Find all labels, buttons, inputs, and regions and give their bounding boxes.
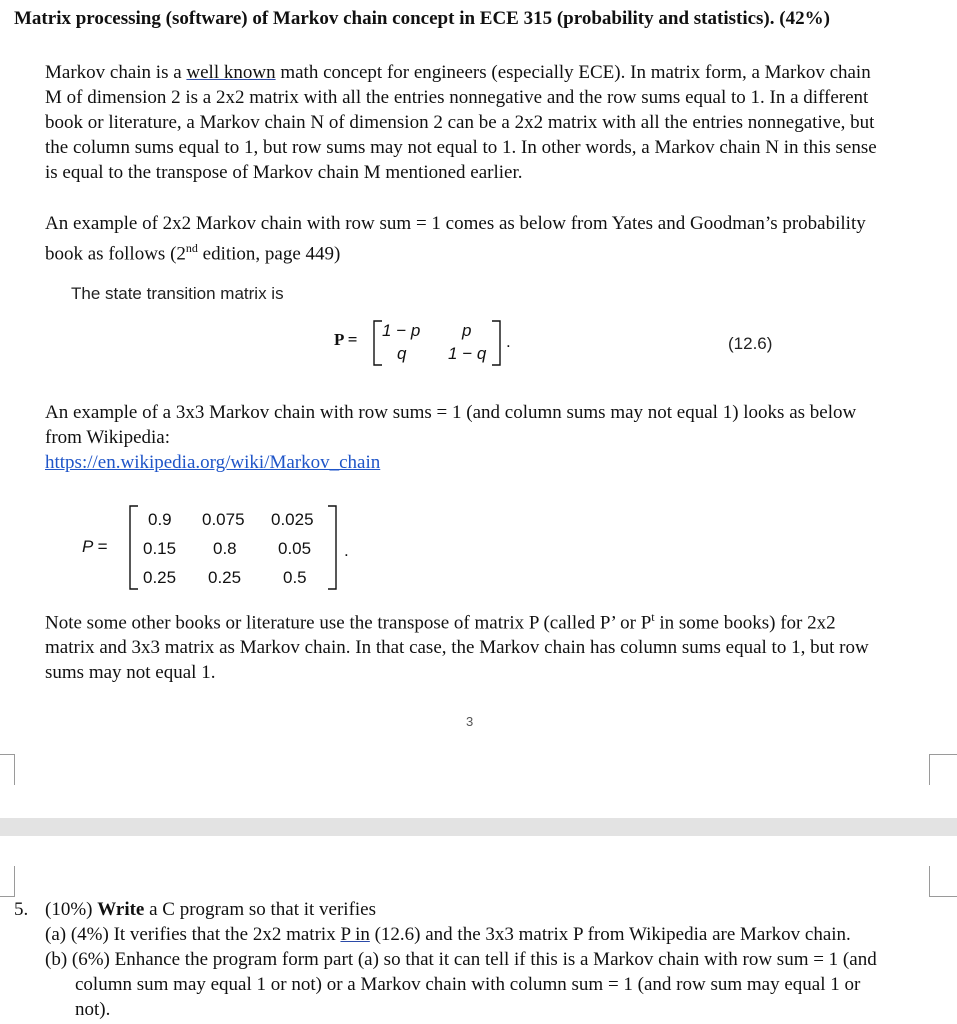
underlined-phrase: well known [186,62,276,83]
text-line: Note some other books or literature use the transpose of matrix P (called P’ or $P^t$ in some books) for 2x2 [45,610,836,634]
text-line: M of dimension 2 is a 2x2 matrix with all the entries nonnegative and the row sums equal to 1. In a different [45,87,869,108]
question-part-b-cont: not). [75,999,111,1020]
question-part-a: (a) (4%) It verifies that the 2x2 matrix P in (12.6) and the 3x3 matrix P from Wikipedia are Markov chain. [45,924,851,945]
question-5 [14,897,939,1022]
matrix-3x3 [82,503,362,593]
wikipedia-link[interactable]: https://en.wikipedia.org/wiki/Markov_chain [45,452,381,473]
matrix-cell: 0.075 [202,510,245,529]
matrix-cell: 0.8 [213,539,237,558]
text-line: book or literature, a Markov chain N of dimension 2 can be a 2x2 matrix with all the entries nonnegative, but [45,112,875,133]
right-bracket [326,503,340,593]
page-corner-mark [929,754,957,785]
right-bracket [490,318,504,368]
matrix-cell: 0.5 [283,568,307,587]
matrix-2x2 [330,318,520,368]
page-break-gap [0,818,957,836]
text-line: from Wikipedia: [45,427,170,448]
text-line: the column sums equal to 1, but row sums may not equal to 1. In other words, a Markov chain N in this sense [45,137,877,158]
matrix-cell: 0.05 [278,539,312,558]
text-line: sums may not equal 1. [45,662,216,684]
matrix-lhs: P = [334,330,358,349]
text-line: matrix and 3x3 matrix as Markov chain. In that case, the Markov chain has column sums equal to 1, but row [45,637,869,659]
matrix-cell: 0.15 [143,539,177,558]
question-header: 5. (10%) Write a C program so that it verifies [14,899,377,920]
superscript: t [651,610,655,624]
page-corner-mark [0,866,15,897]
matrix-cell: 0.25 [208,568,242,587]
transpose-note-paragraph [45,605,935,685]
page-number: 3 [466,714,474,729]
matrix-lhs: P = [82,537,108,556]
left-bracket [126,503,140,593]
matrix-cell: 0.9 [148,510,172,529]
example-2x2-paragraph [45,211,935,266]
excerpt-caption: The state transition matrix is [71,284,284,303]
text-line: book as follows (2nd edition, page 449) [45,241,341,265]
matrix-cell: p [462,321,472,340]
page-corner-mark [0,754,15,785]
text-line: An example of 2x2 Markov chain with row sum = 1 comes as below from Yates and Goodman’s probability [45,213,866,234]
underlined-phrase: P in [340,924,370,945]
text-line: is equal to the transpose of Markov chain M mentioned earlier. [45,162,523,183]
equation-number: (12.6) [728,334,773,353]
text-line: Markov chain is a well known math concept for engineers (especially ECE). In matrix form, a Markov chain [45,62,871,83]
intro-paragraph [45,60,935,185]
matrix-period: . [506,332,511,351]
matrix-cell: 1 − q [448,344,487,363]
matrix-cell: 0.25 [143,568,177,587]
question-part-b: (b) (6%) Enhance the program form part (a) so that it can tell if this is a Markov chain with row sum = 1 (and [45,949,877,970]
example-3x3-paragraph [45,400,935,475]
text-line: An example of a 3x3 Markov chain with row sums = 1 (and column sums may not equal 1) looks as below [45,402,857,423]
superscript: nd [185,241,198,255]
matrix-cell: 0.025 [271,510,314,529]
question-part-b-cont: column sum may equal 1 or not) or a Markov chain with column sum = 1 (and row sum may equal 1 or [75,974,861,995]
page-corner-mark [929,866,957,897]
matrix-cell: 1 − p [382,321,421,340]
matrix-period: . [344,541,349,560]
matrix-cell: q [397,344,407,363]
section-heading: Matrix processing (software) of Markov chain concept in ECE 315 (probability and statistics). (42%) [14,8,830,29]
